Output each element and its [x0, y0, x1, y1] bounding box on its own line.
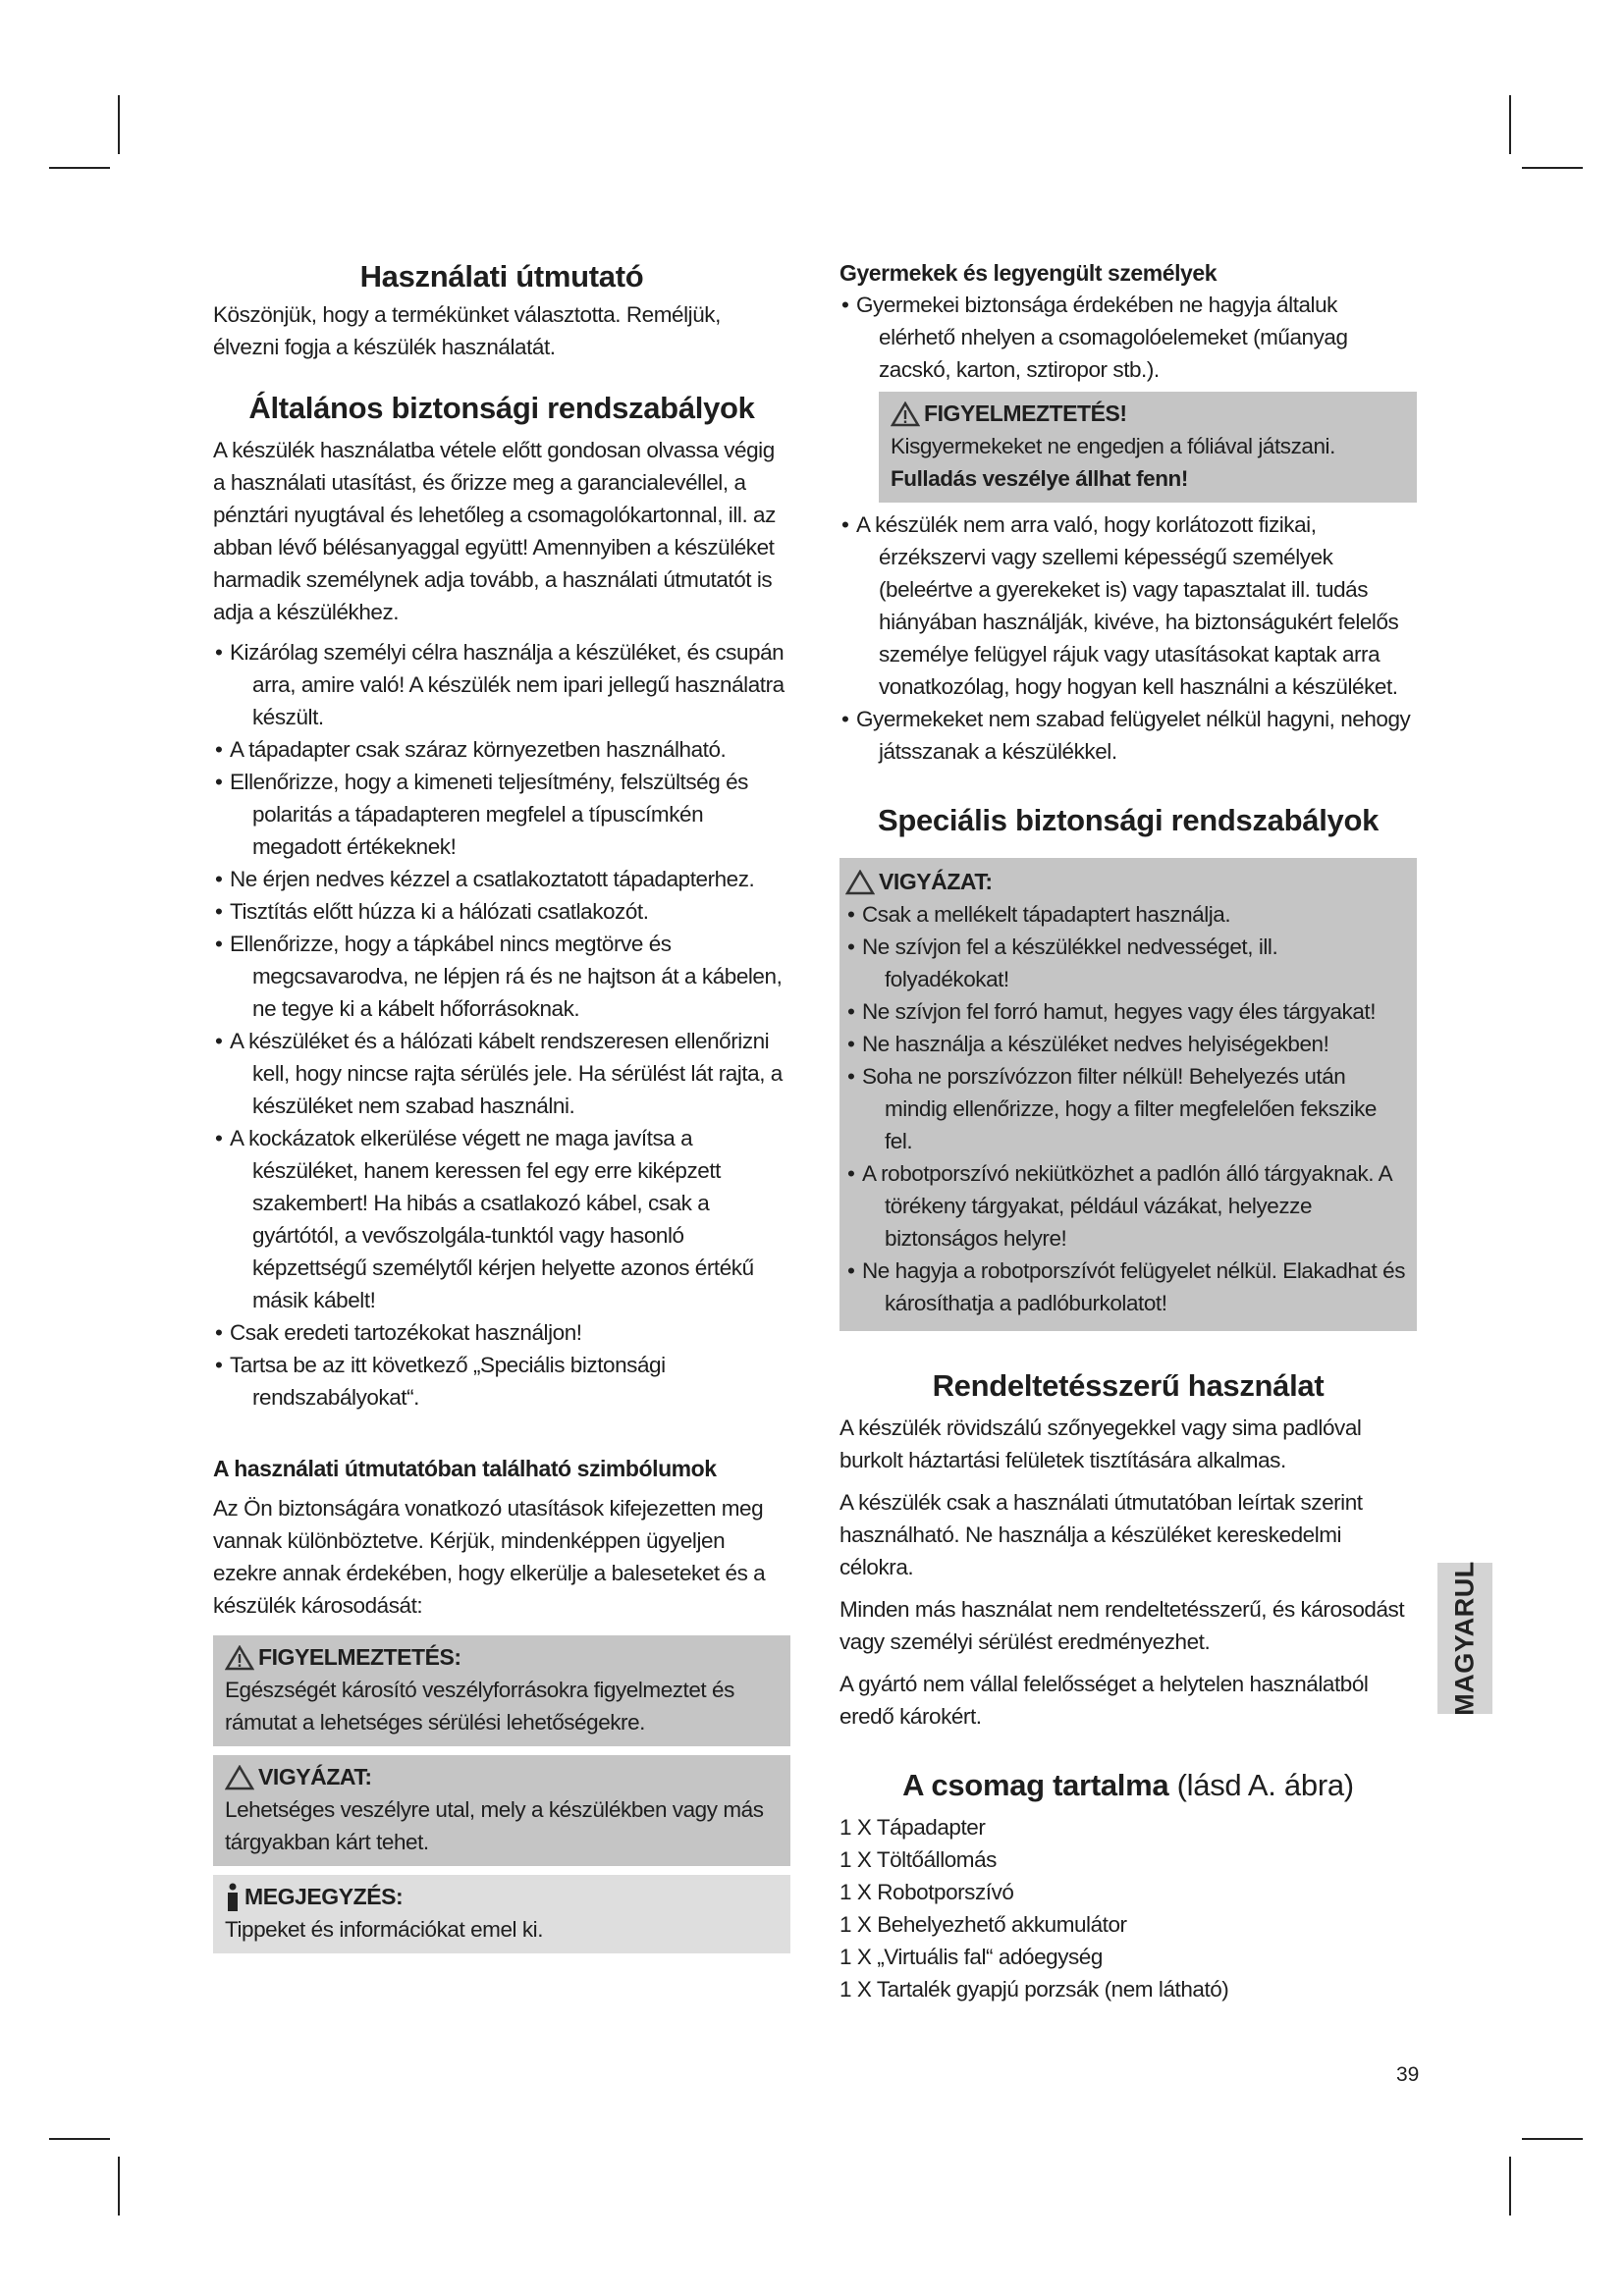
intended-use-text: A készülék csak a használati útmutatóban leírtak szerint használható. Ne használja a készüléket kereskedelmi célokra.	[839, 1490, 1363, 1579]
crop-mark	[1522, 2138, 1583, 2140]
general-safety-heading: Általános biztonsági rendszabályok	[248, 391, 755, 425]
special-safety-heading: Speciális biztonsági rendszabályok	[877, 803, 1380, 837]
list-item: • Gyermekeket nem szabad felügyelet nélkül hagyni, nehogy játsszanak a készülékkel.	[839, 703, 1417, 768]
intro-text: Köszönjük, hogy a termékünket választotta. Reméljük, élvezni fogja a készülék használatát.	[213, 302, 721, 359]
list-item: • Kizárólag személyi célra használja a készüléket, és csupán arra, amire való! A készülék nem ipari jellegű használatra készült.	[213, 636, 790, 733]
list-item: • A kockázatok elkerülése végett ne maga javítsa a készüléket, hanem keressen fel egy erre kiképzett szakembert! Ha hibás a csatlakozó kábel, csak a gyártótól, a vevőszolgála-tunktól vagy hasonló képzettségű személytől kérjen helyette azonos értékű másik kábelt!	[213, 1122, 790, 1316]
warning-icon	[891, 401, 920, 427]
package-item: 1 X Robotporszívó	[839, 1880, 1014, 1904]
list-item: • Ne szívjon fel a készülékkel nedvességet, ill. folyadékokat!	[845, 931, 1407, 995]
warning-text: Egészségét károsító veszélyforrásokra figyelmeztet és rámutat a lehetséges sérülési lehetőségekre.	[225, 1678, 734, 1735]
list-item: • Ne érjen nedves kézzel a csatlakoztatott tápadapterhez.	[213, 863, 790, 895]
caution-title: VIGYÁZAT:	[258, 1764, 372, 1789]
special-safety-list	[845, 898, 1407, 1319]
special-caution-title: VIGYÁZAT:	[879, 869, 993, 894]
symbols-text: Az Ön biztonságára vonatkozó utasítások kifejezetten meg vannak különböztetve. Kérjük, mindenképpen ügyeljen ezekre annak érdekében, hogy elkerülje a baleseteket és a készülék károsodását:	[213, 1496, 766, 1618]
general-safety-text: A készülék használatba vétele előtt gondosan olvassa végig a használati utasítást, és őrizze meg a garancialevéllel, a pénztári nyugtával és lehetőleg a csomagolókartonnal, ill. az abban lévő bélésanyaggal együtt! Amennyiben a készüléket harmadik személynek adja tovább, a használati útmutatót is adja a készülékhez.	[213, 438, 776, 624]
language-tab	[1437, 1563, 1492, 1714]
list-item: • A tápadapter csak száraz környezetben használható.	[213, 733, 790, 766]
children-list-cont	[839, 508, 1417, 768]
crop-mark	[1509, 2157, 1511, 2216]
list-item: • Tisztítás előtt húzza ki a hálózati csatlakozót.	[213, 895, 790, 928]
right-column	[839, 257, 1417, 2005]
caution-box	[213, 1755, 790, 1866]
package-item: 1 X „Virtuális fal“ adóegység	[839, 1945, 1103, 1969]
package-item: 1 X Tartalék gyapjú porzsák (nem látható)	[839, 1977, 1229, 2002]
page-title: Használati útmutató	[359, 259, 644, 294]
package-heading-main: A csomag tartalma	[902, 1768, 1169, 1802]
list-item: • Ellenőrizze, hogy a tápkábel nincs megtörve és megcsavarodva, ne lépjen rá és ne hajtson át a kábelen, ne tegye ki a kábelt hőforrásoknak.	[213, 928, 790, 1025]
note-text: Tippeket és információkat emel ki.	[225, 1917, 544, 1942]
crop-mark	[49, 2138, 110, 2140]
intended-use-text: Minden más használat nem rendeltetésszerű, és károsodást vagy személyi sérülést eredményezhet.	[839, 1597, 1405, 1654]
crop-mark	[1509, 95, 1511, 154]
package-item: 1 X Behelyezhető akkumulátor	[839, 1912, 1127, 1937]
special-caution-box	[839, 858, 1417, 1331]
warning-title: FIGYELMEZTETÉS:	[258, 1644, 461, 1670]
general-safety-list	[213, 636, 790, 1414]
list-item: • Soha ne porszívózzon filter nélkül! Behelyezés után mindig ellenőrizze, hogy a filter megfelelően fekszike fel.	[845, 1060, 1407, 1157]
list-item: • Gyermekei biztonsága érdekében ne hagyja általuk elérhető nhelyen a csomagolóelemeket (műanyag zacskó, karton, sztiropor stb.).	[839, 289, 1417, 386]
list-item: • Ne hagyja a robotporszívót felügyelet nélkül. Elakadhat és károsíthatja a padlóburkolatot!	[845, 1255, 1407, 1319]
page-number: 39	[1396, 2063, 1420, 2086]
children-warning-emphasis: Fulladás veszélye állhat fenn!	[891, 466, 1188, 491]
list-item: • Ellenőrizze, hogy a kimeneti teljesítmény, felszültség és polaritás a tápadapteren megfelel a típuscímkén megadott értékeknek!	[213, 766, 790, 863]
note-box	[213, 1875, 790, 1953]
crop-mark	[1522, 167, 1583, 169]
symbols-heading: A használati útmutatóban található szimbólumok	[213, 1456, 717, 1481]
caution-icon	[225, 1765, 254, 1790]
list-item: • Ne használja a készüléket nedves helyiségekben!	[845, 1028, 1407, 1060]
list-item: • Csak a mellékelt tápadaptert használja.	[845, 898, 1407, 931]
package-item: 1 X Tápadapter	[839, 1815, 986, 1840]
list-item: • Csak eredeti tartozékokat használjon!	[213, 1316, 790, 1349]
list-item: • A készüléket és a hálózati kábelt rendszeresen ellenőrizni kell, hogy nincse rajta sérülés jele. Ha sérülést lát rajta, a készüléket nem szabad használni.	[213, 1025, 790, 1122]
warning-box	[213, 1635, 790, 1746]
package-heading-note: (lásd A. ábra)	[1176, 1768, 1354, 1802]
children-heading: Gyermekek és legyengült személyek	[839, 260, 1218, 286]
warning-icon	[225, 1645, 254, 1671]
language-tab-label: MAGYARUL	[1449, 1561, 1480, 1716]
list-item: • A robotporszívó nekiütközhet a padlón álló tárgyaknak. A törékeny tárgyakat, például vázákat, helyezze biztonságos helyre!	[845, 1157, 1407, 1255]
intended-use-heading: Rendeltetésszerű használat	[932, 1368, 1325, 1403]
list-item: • A készülék nem arra való, hogy korlátozott fizikai, érzékszervi vagy szellemi képességű személyek (beleértve a gyerekeket is) vagy tapasztalat ill. tudás hiányában használják, kivéve, ha biztonságukért felelős személye felügyel rájuk vagy utasításokat kaptak arra vonatkozólag, hogy hogyan kell használni a készüléket.	[839, 508, 1417, 703]
children-warning-box	[879, 392, 1417, 503]
info-icon	[225, 1883, 241, 1912]
children-warning-body: Kisgyermekeket ne engedjen a fóliával játszani.	[891, 434, 1335, 458]
children-warning-text	[891, 430, 1407, 495]
caution-icon	[845, 870, 875, 895]
intended-use-text: A készülék rövidszálú szőnyegekkel vagy sima padlóval burkolt háztartási felületek tisztítására alkalmas.	[839, 1415, 1362, 1472]
children-warning-title: FIGYELMEZTETÉS!	[924, 400, 1127, 426]
list-item: • Tartsa be az itt következő „Speciális biztonsági rendszabályokat“.	[213, 1349, 790, 1414]
crop-mark	[118, 95, 120, 154]
crop-mark	[49, 167, 110, 169]
caution-text: Lehetséges veszélyre utal, mely a készülékben vagy más tárgyakban kárt tehet.	[225, 1797, 764, 1854]
list-item: • Ne szívjon fel forró hamut, hegyes vagy éles tárgyakat!	[845, 995, 1407, 1028]
crop-mark	[118, 2157, 120, 2216]
intended-use-text: A gyártó nem vállal felelősséget a helytelen használatból eredő károkért.	[839, 1672, 1369, 1729]
note-title: MEGJEGYZÉS:	[244, 1884, 404, 1909]
package-contents-heading	[839, 1766, 1417, 1805]
package-list	[839, 1811, 1417, 2005]
package-item: 1 X Töltőállomás	[839, 1847, 997, 1872]
left-column	[213, 257, 790, 1953]
children-list	[839, 289, 1417, 386]
